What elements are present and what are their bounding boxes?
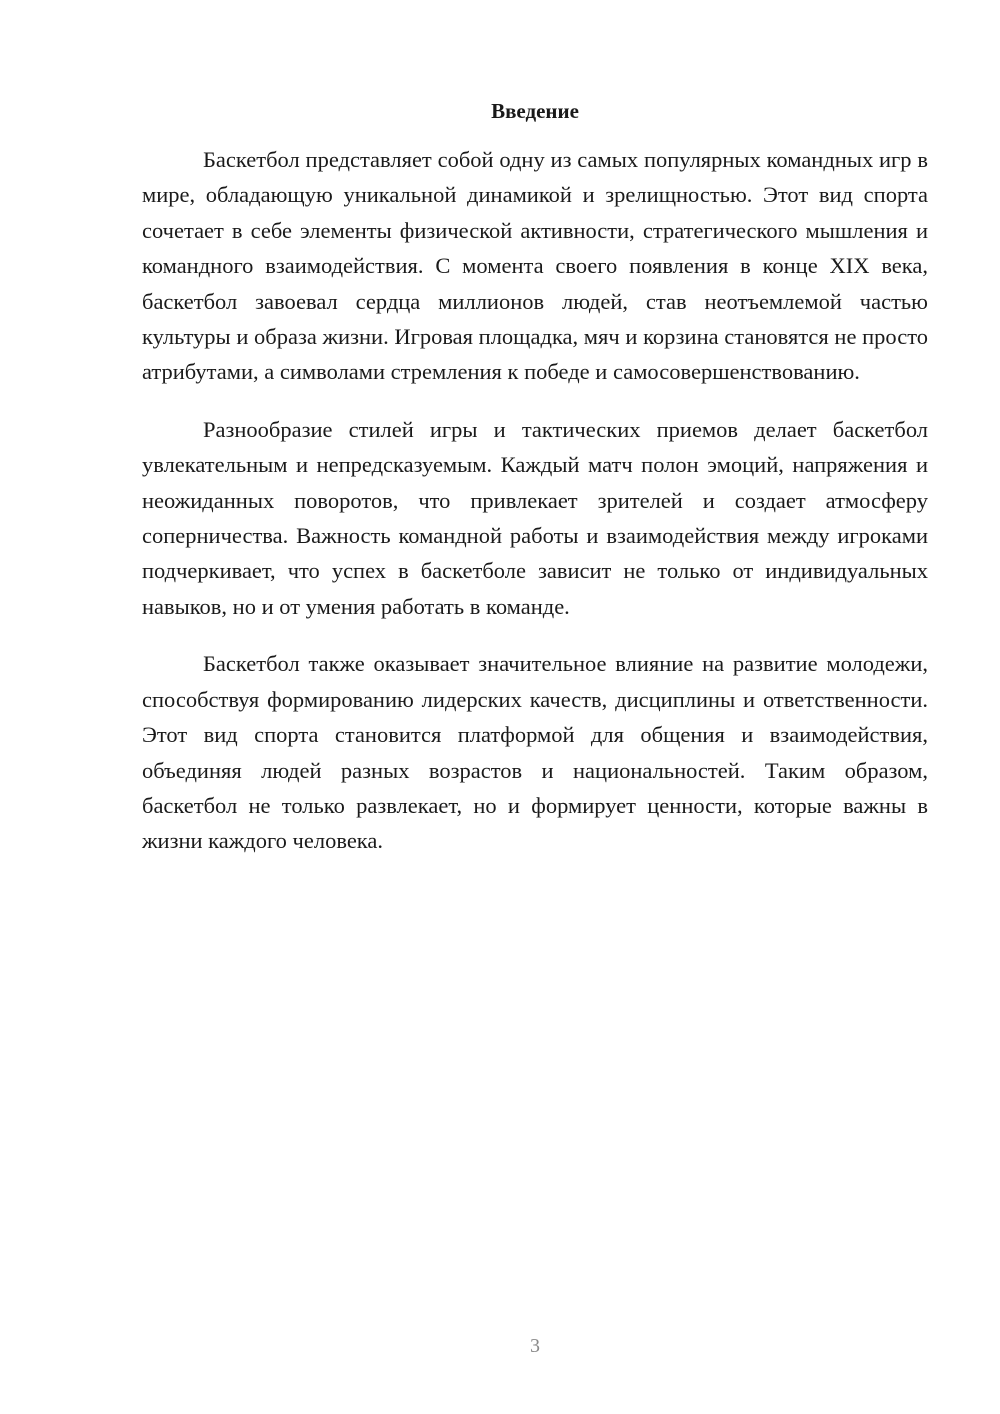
body-text (142, 142, 928, 881)
paragraph-3: Баскетбол также оказывает значительное влияние на развитие молодежи, способствуя формированию лидерских качеств, дисциплины и ответственности. Этот вид спорта становится платформой для общения и взаимодействия, объединяя людей разных возрастов и национальностей. Таким образом, баскетбол не только развлекает, но и формирует ценности, которые важны в жизни каждого человека. (142, 651, 928, 854)
paragraph-1: Баскетбол представляет собой одну из самых популярных командных игр в мире, обладающую уникальной динамикой и зрелищностью. Этот вид спорта сочетает в себе элементы физической активности, стратегического мышления и командного взаимодействия. С момента своего появления в конце XIX века, баскетбол завоевал сердца миллионов людей, став неотъемлемой частью культуры и образа жизни. Игровая площадка, мяч и корзина становятся не просто атрибутами, а символами стремления к победе и самосовершенствованию. (142, 147, 928, 385)
page-number: 3 (530, 1335, 540, 1357)
section-title: Введение (491, 99, 579, 123)
paragraph-2: Разнообразие стилей игры и тактических приемов делает баскетбол увлекательным и непредсказуемым. Каждый матч полон эмоций, напряжения и неожиданных поворотов, что привлекает зрителей и создает атмосферу соперничества. Важность командной работы и взаимодействия между игроками подчеркивает, что успех в баскетболе зависит не только от индивидуальных навыков, но и от умения работать в команде. (142, 416, 928, 619)
